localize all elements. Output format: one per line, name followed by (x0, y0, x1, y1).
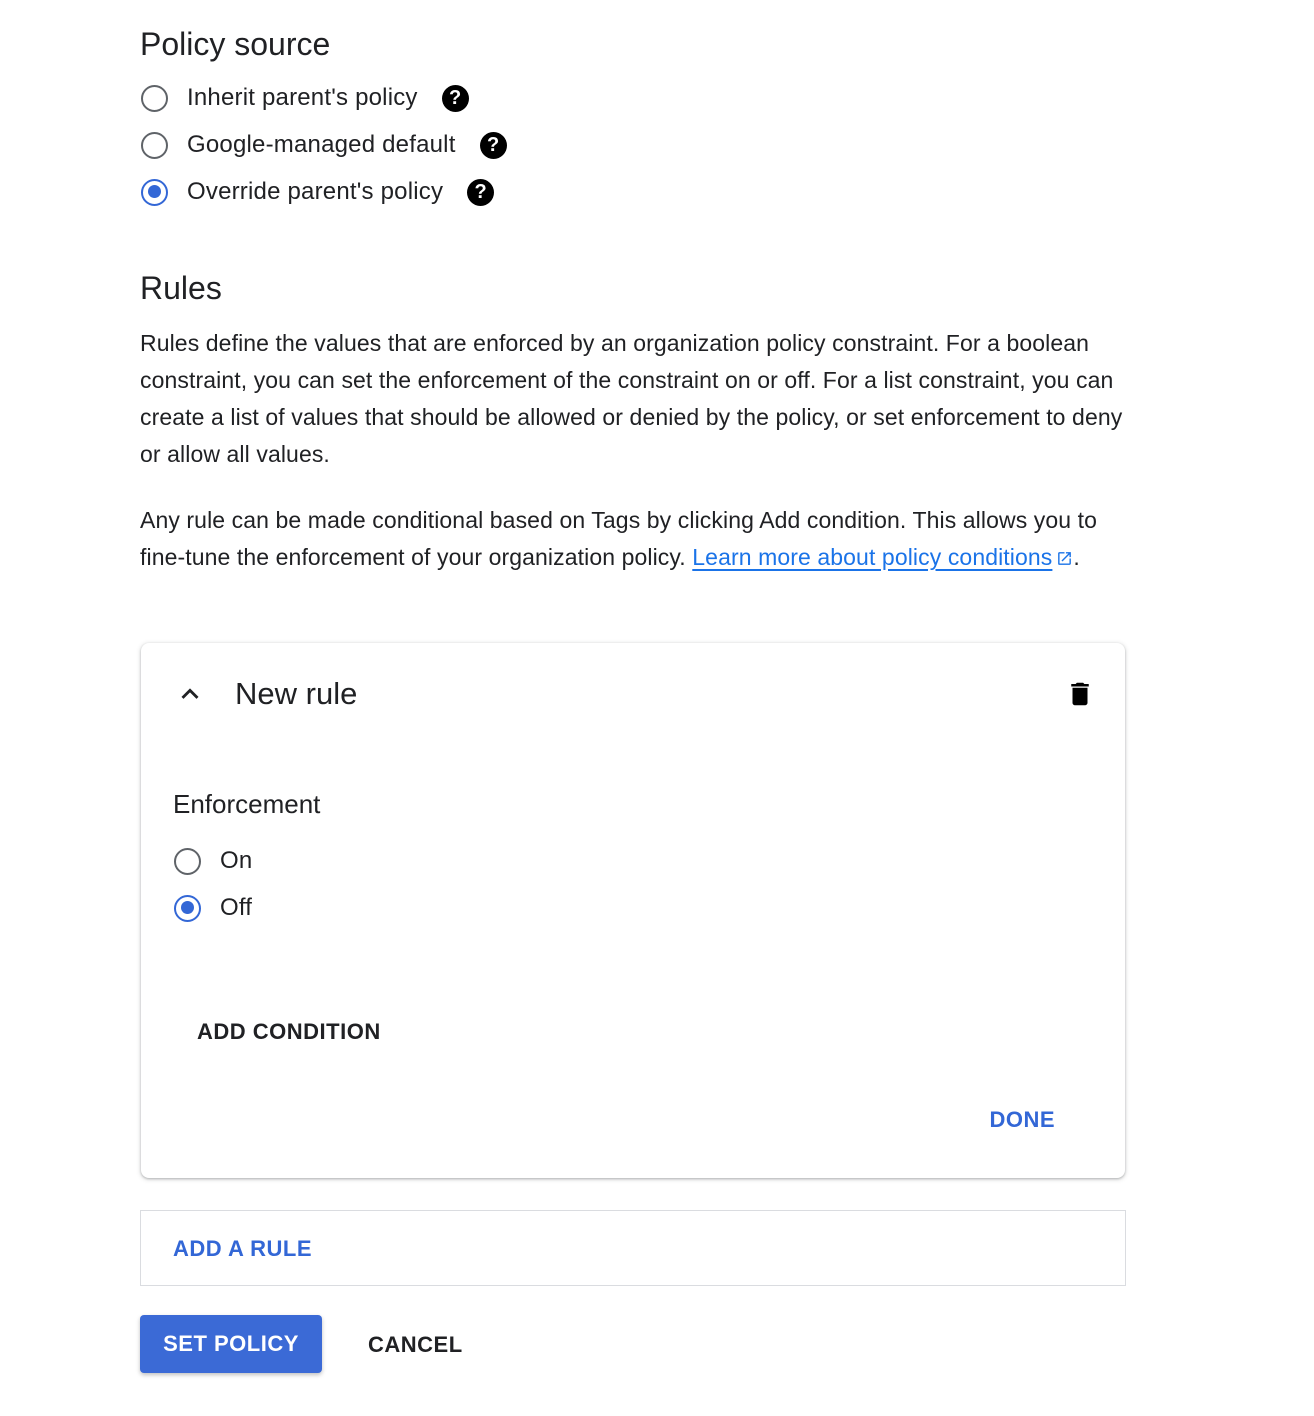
delete-icon[interactable] (1065, 679, 1095, 709)
policy-source-option-google-managed[interactable] (140, 125, 507, 165)
rules-conditional-suffix: . (1073, 544, 1080, 570)
help-icon[interactable]: ? (467, 179, 494, 206)
rules-heading: Rules (140, 270, 222, 306)
add-rule-container (140, 1210, 1126, 1286)
rule-card (141, 643, 1125, 1178)
learn-more-link-text: Learn more about policy conditions (692, 544, 1053, 570)
chevron-up-icon[interactable] (173, 677, 207, 711)
radio-label-inherit: Inherit parent's policy (187, 84, 418, 111)
enforcement-options (173, 841, 252, 935)
rule-card-title: New rule (235, 676, 358, 711)
set-policy-button[interactable]: SET POLICY (140, 1315, 322, 1373)
enforcement-option-on[interactable] (173, 841, 252, 881)
radio-label-override: Override parent's policy (187, 178, 444, 205)
rules-description: Rules define the values that are enforced by an organization policy constraint. For a boolean constraint, you can set the enforcement of the constraint on or off. For a list constraint, you can create a list of values that should be allowed or denied by the policy, or set enforcement to deny or allow all values. (140, 330, 1123, 467)
done-button[interactable]: DONE (989, 1107, 1055, 1132)
rules-conditional-description (140, 502, 1130, 576)
enforcement-option-off[interactable] (173, 888, 252, 928)
radio-google-managed-default[interactable] (141, 132, 168, 159)
help-icon[interactable]: ? (442, 85, 469, 112)
add-condition-button[interactable]: ADD CONDITION (197, 1019, 381, 1044)
cancel-button[interactable]: CANCEL (368, 1332, 463, 1357)
radio-label-on: On (220, 847, 253, 874)
rule-card-header (171, 671, 1095, 717)
radio-override-parent[interactable] (141, 179, 168, 206)
radio-enforcement-off[interactable] (174, 895, 201, 922)
open-in-new-icon (1056, 550, 1073, 567)
radio-label-google-managed: Google-managed default (187, 131, 456, 158)
policy-source-option-override[interactable] (140, 172, 507, 212)
help-icon[interactable]: ? (480, 132, 507, 159)
radio-enforcement-on[interactable] (174, 848, 201, 875)
learn-more-policy-conditions-link[interactable] (692, 544, 1073, 570)
policy-source-heading: Policy source (140, 26, 331, 62)
enforcement-heading: Enforcement (173, 789, 321, 819)
policy-source-option-inherit[interactable] (140, 78, 507, 118)
radio-label-off: Off (220, 894, 253, 921)
policy-source-section (140, 24, 507, 219)
radio-inherit-parent[interactable] (141, 85, 168, 112)
add-rule-button[interactable]: ADD A RULE (173, 1236, 313, 1261)
rules-conditional-text: Any rule can be made conditional based on Tags by clicking Add condition. This allows you to fine-tune the enforcement of your organization policy. (140, 507, 1098, 570)
